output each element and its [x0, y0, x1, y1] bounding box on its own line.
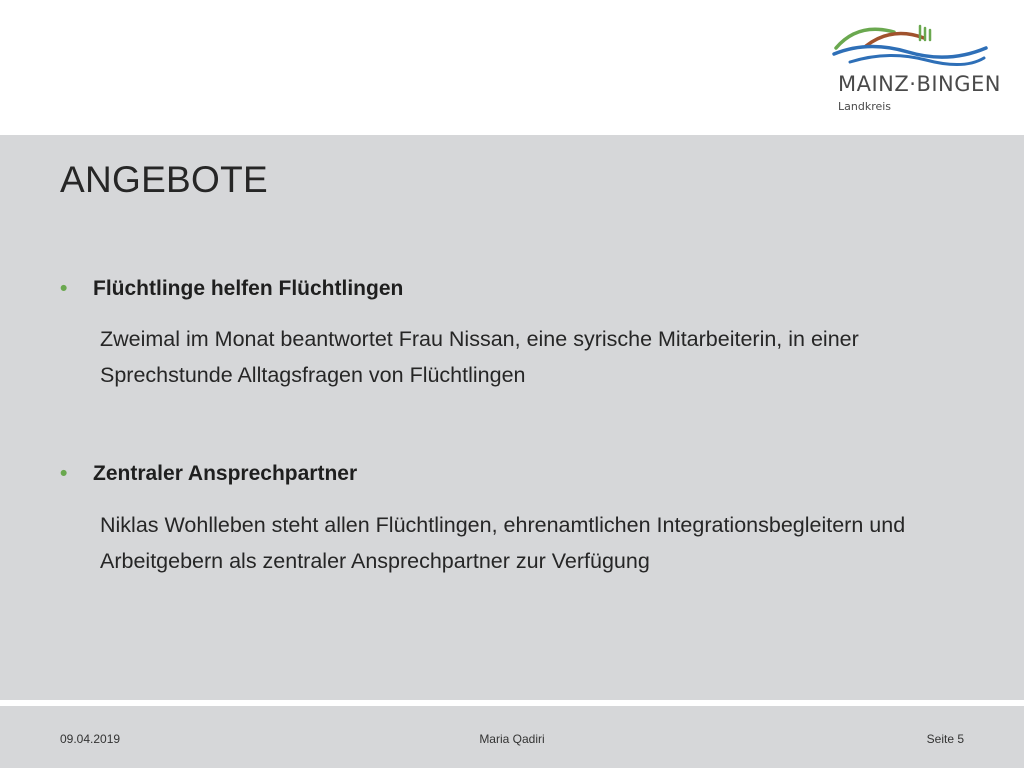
bullet-heading: Zentraler Ansprechpartner	[93, 462, 358, 485]
slide-footer	[0, 706, 1024, 768]
logo-wordmark: MAINZ·BINGEN	[838, 72, 1002, 96]
footer-date: 09.04.2019	[60, 732, 121, 746]
logo-hills-icon	[828, 20, 998, 72]
slide-title: ANGEBOTE	[60, 159, 268, 200]
bullet-dot-icon: •	[60, 462, 68, 485]
bullet-item-2	[60, 462, 357, 486]
slide-header	[0, 0, 1024, 135]
bullet-heading: Flüchtlinge helfen Flüchtlingen	[93, 277, 404, 300]
footer-author: Maria Qadiri	[479, 732, 545, 746]
bullet-text: Zweimal im Monat beantwortet Frau Nissan, eine syrische Mitarbeiterin, in einer Sprechstunde Alltagsfragen von Flüchtlingen	[100, 327, 859, 387]
footer-page-number: Seite 5	[926, 732, 964, 746]
bullet-dot-icon: •	[60, 277, 68, 300]
bullet-text: Niklas Wohlleben steht allen Flüchtlingen, ehrenamtlichen Integrationsbegleitern und Arbeitgebern als zentraler Ansprechpartner zur Verfügung	[100, 513, 906, 573]
mainz-bingen-logo	[828, 20, 1002, 120]
bullet-item-1	[60, 277, 403, 301]
slide-content	[0, 135, 1024, 700]
logo-subtitle: Landkreis	[838, 100, 892, 113]
